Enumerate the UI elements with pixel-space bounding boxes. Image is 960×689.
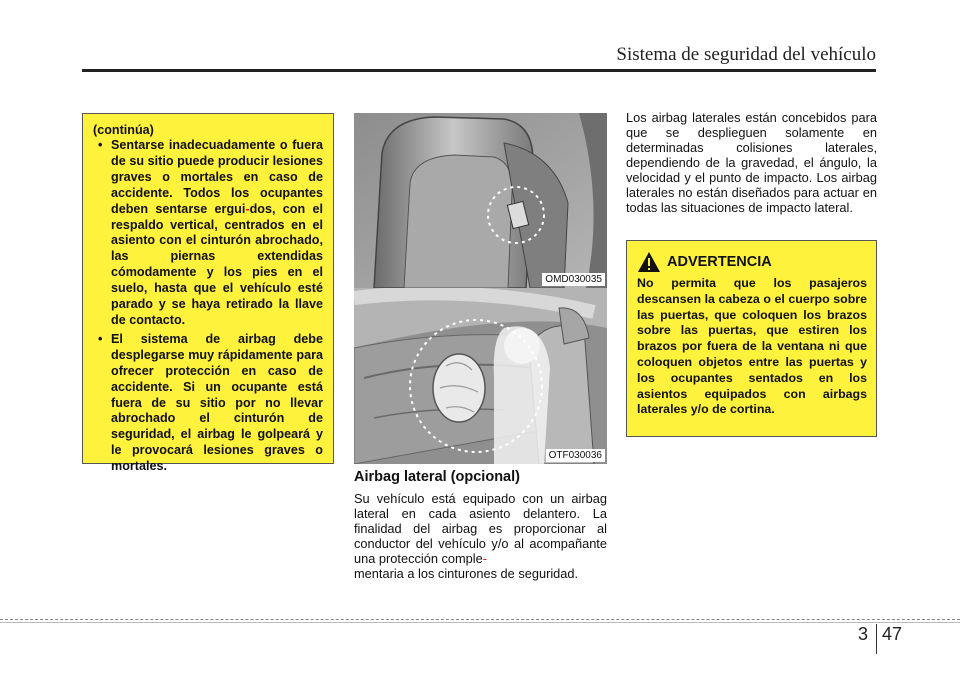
side-airbag-section: [354, 469, 607, 581]
continued-label: (continúa): [93, 123, 154, 137]
section-body-text: Su vehículo está equipado con un airbag lateral en cada asiento delantero. La finalidad del airbag es proporcionar al conductor del vehículo y/o al acompañante una protección comple: [354, 491, 607, 566]
seat-illustration: [354, 113, 607, 288]
car-interior-illustration: [354, 288, 607, 464]
figure-code-label: OMD030035: [542, 273, 605, 286]
footer-rule: [0, 619, 960, 620]
hyphen-mark: -: [245, 201, 250, 216]
continued-warning-box: [82, 113, 334, 474]
section-body: [354, 491, 607, 581]
airbag-deployment-illustration: [354, 288, 607, 464]
footer-rule-secondary: [0, 622, 960, 623]
hyphen-mark: -: [482, 551, 488, 566]
section-heading: Airbag lateral (opcional): [354, 469, 520, 485]
warning-list: [93, 138, 323, 475]
warning-header: [637, 251, 867, 273]
warning-item-text: Sentarse inadecuadamente o fuera de su sitio puede producir lesiones graves o mortales en caso de accidente. Todos los ocupantes deben sentarse ergui: [111, 138, 323, 216]
figure-code-label: OTF030036: [546, 449, 605, 462]
warning-item-text-cont: dos, con el respaldo vertical, centrados en el asiento con el cinturón abrochado, las piernas extendidas cómodamente y los pies en el suelo, hasta que el vehículo esté parado y se haya retirado la llave de contacto.: [111, 201, 324, 327]
warning-item-text: El sistema de airbag debe desplegarse muy rápidamente para ofrecer protección en caso de accidente. Si un ocupante está fuera de su sitio por no llevar abrochado el cinturón de seguridad, el airbag le golpeará y le provocará lesiones graves o mortales.: [111, 331, 323, 474]
section-body-text-cont: mentaria a los cinturones de seguridad.: [354, 566, 579, 581]
side-airbag-description: Los airbag laterales están concebidos para que se desplieguen solamente en determinadas colisiones laterales, dependiendo de la gravedad, el ángulo, la velocidad y el punto de impacto. Los airbag laterales no están diseñados para actuar en todas las situaciones de impacto lateral.: [626, 110, 877, 215]
page-number-separator: [876, 624, 877, 654]
advertencia-warning-box: [626, 240, 877, 437]
page-header-title: Sistema de seguridad del vehículo: [616, 44, 876, 65]
warning-triangle-icon: [637, 251, 661, 273]
header-rule: [82, 69, 876, 72]
page-number: 47: [882, 624, 903, 644]
seat-side-airbag-illustration: [354, 113, 607, 288]
chapter-number: 3: [858, 624, 869, 644]
warning-text: No permita que los pasajeros descansen la cabeza o el cuerpo sobre las puertas, que coloquen los brazos sobre las puertas, que estiren los brazos por fuera de la ventana ni que coloquen objetos entre las puertas y los ocupantes sentados en los asientos equipados con airbags laterales y/o de cortina.: [637, 276, 867, 417]
warning-list-item: [111, 138, 323, 329]
warning-list-item: [111, 332, 323, 475]
warning-title: ADVERTENCIA: [667, 254, 772, 270]
